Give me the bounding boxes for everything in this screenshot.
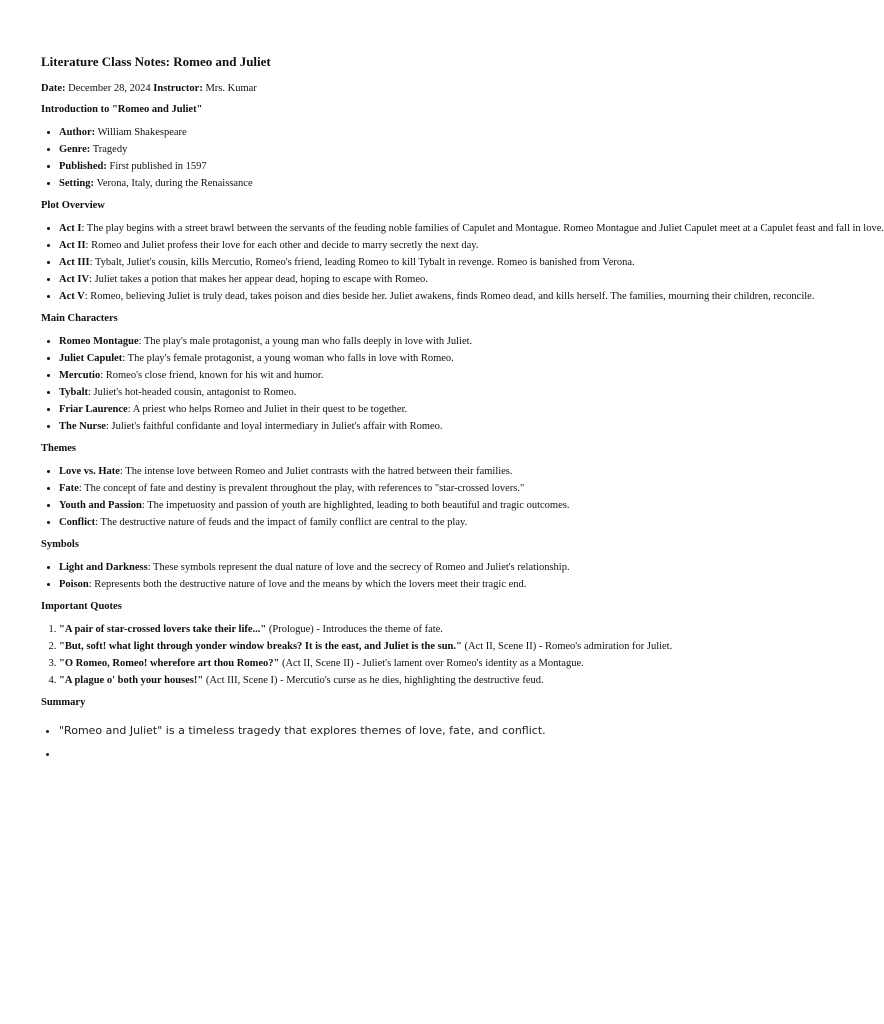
list-item: [59, 271, 768, 288]
quotes-heading: Important Quotes: [41, 601, 122, 612]
item-text: : Romeo, believing Juliet is truly dead, takes poison and dies beside her. Juliet awakens, finds Romeo dead, and kills herself. The families, mourning their children, reconcile.: [84, 291, 815, 302]
item-text: : The impetuosity and passion of youth are highlighted, leading to both beautiful and tragic outcomes.: [141, 500, 570, 511]
list-item: [59, 672, 768, 689]
list-item: [59, 559, 768, 576]
list-item: [59, 220, 884, 237]
list-item: [59, 401, 768, 418]
item-label: Conflict: [59, 517, 96, 528]
item-label: Act I: [59, 223, 82, 234]
list-item: [59, 175, 768, 192]
intro-heading: Introduction to "Romeo and Juliet": [41, 104, 203, 115]
item-label: Juliet Capulet: [59, 353, 123, 364]
item-text: Tragedy: [92, 144, 128, 155]
summary-heading: Summary: [41, 697, 86, 708]
symbols-list: [41, 559, 768, 593]
item-label: Fate: [59, 483, 79, 494]
item-label: Love vs. Hate: [59, 466, 120, 477]
list-item: • "Romeo and Juliet" is a timeless tragedy that explores themes of love, fate, and conflict.: [59, 719, 768, 742]
item-text: Verona, Italy, during the Renaissance: [96, 178, 253, 189]
item-text: : Romeo's close friend, known for his wit and humor.: [100, 370, 324, 381]
quotes-list: [41, 621, 768, 689]
list-item: [59, 237, 768, 254]
quote-text: "A pair of star-crossed lovers take their life...": [59, 624, 267, 635]
date-value: December 28, 2024: [68, 83, 151, 94]
item-text: : Romeo and Juliet profess their love for each other and decide to marry secretly the next day.: [85, 240, 479, 251]
list-item: [59, 463, 768, 480]
item-label: Tybalt: [59, 387, 88, 398]
item-label: Act III: [59, 257, 90, 268]
summary-list: [41, 719, 768, 765]
item-label: Act II: [59, 240, 86, 251]
list-item: [59, 576, 768, 593]
list-item: [59, 621, 768, 638]
list-item: [59, 333, 768, 350]
item-text: William Shakespeare: [97, 127, 187, 138]
item-text: : Juliet's faithful confidante and loyal intermediary in Juliet's affair with Romeo.: [105, 421, 443, 432]
item-text: : Represents both the destructive nature of love and the means by which the lovers meet their tragic end.: [88, 579, 527, 590]
item-label: Light and Darkness: [59, 562, 148, 573]
instructor-value: Mrs. Kumar: [205, 83, 257, 94]
page-title: Literature Class Notes: Romeo and Juliet: [41, 54, 271, 69]
item-text: : The play's male protagonist, a young man who falls deeply in love with Juliet.: [138, 336, 473, 347]
item-label: Poison: [59, 579, 89, 590]
list-item: [59, 418, 768, 435]
quote-source: (Act II, Scene II) - Romeo's admiration for Juliet.: [461, 641, 673, 652]
list-item: [59, 480, 768, 497]
item-label: Author:: [59, 127, 96, 138]
quote-text: "But, soft! what light through yonder window breaks? It is the east, and Juliet is the sun.": [59, 641, 462, 652]
item-label: Mercutio: [59, 370, 101, 381]
item-text: First published in 1597: [109, 161, 207, 172]
list-item: [59, 350, 768, 367]
list-item: [59, 655, 768, 672]
item-text: : The intense love between Romeo and Juliet contrasts with the hatred between their families.: [119, 466, 513, 477]
list-item: [59, 638, 768, 655]
list-item: [59, 288, 815, 305]
list-item: [59, 158, 768, 175]
item-text: : Juliet takes a potion that makes her appear dead, hoping to escape with Romeo.: [89, 274, 428, 285]
item-label: Genre:: [59, 144, 91, 155]
list-item: [59, 141, 768, 158]
quote-text: "A plague o' both your houses!": [59, 675, 204, 686]
item-label: The Nurse: [59, 421, 106, 432]
themes-list: [41, 463, 768, 531]
item-label: Romeo Montague: [59, 336, 139, 347]
item-text: : Tybalt, Juliet's cousin, kills Mercutio, Romeo's friend, leading Romeo to kill Tybalt in revenge. Romeo is banished from Verona.: [89, 257, 635, 268]
item-label: Act V: [59, 291, 85, 302]
intro-list: [41, 124, 768, 192]
item-text: : The play begins with a street brawl between the servants of the feuding noble families of Capulet and Montague. Romeo Montague and Juliet Capulet meet at a Capulet feast and fall in love.: [81, 223, 884, 234]
date-label: Date:: [41, 83, 66, 94]
list-item: [59, 514, 768, 531]
list-item: [59, 254, 768, 271]
item-text: : Juliet's hot-headed cousin, antagonist to Romeo.: [87, 387, 297, 398]
list-item: [59, 367, 768, 384]
item-text: : A priest who helps Romeo and Juliet in their quest to be together.: [127, 404, 408, 415]
list-item: [59, 497, 768, 514]
meta-line: [41, 81, 768, 97]
symbols-heading: Symbols: [41, 539, 79, 550]
item-label: Friar Laurence: [59, 404, 128, 415]
themes-heading: Themes: [41, 443, 76, 454]
quote-source: (Act III, Scene I) - Mercutio's curse as he dies, highlighting the destructive feud.: [203, 675, 544, 686]
document: [41, 52, 884, 771]
item-label: Setting:: [59, 178, 94, 189]
characters-list: [41, 333, 768, 435]
item-label: Youth and Passion: [59, 500, 142, 511]
list-item: [59, 124, 768, 141]
instructor-label: Instructor:: [153, 83, 203, 94]
item-label: Published:: [59, 161, 107, 172]
item-label: Act IV: [59, 274, 90, 285]
characters-heading: Main Characters: [41, 313, 118, 324]
quote-source: (Act II, Scene II) - Juliet's lament over Romeo's identity as a Montague.: [279, 658, 584, 669]
list-item: [59, 384, 768, 401]
list-item: [59, 742, 768, 765]
item-text: : The play's female protagonist, a young woman who falls in love with Romeo.: [122, 353, 454, 364]
quote-text: "O Romeo, Romeo! wherefore art thou Romeo?": [59, 658, 280, 669]
plot-heading: Plot Overview: [41, 200, 105, 211]
quote-source: (Prologue) - Introduces the theme of fate.: [266, 624, 443, 635]
item-text: : The concept of fate and destiny is prevalent throughout the play, with references to "star-crossed lovers.": [78, 483, 525, 494]
plot-list: [41, 220, 884, 305]
item-text: : These symbols represent the dual nature of love and the secrecy of Romeo and Juliet's relationship.: [147, 562, 570, 573]
item-text: : The destructive nature of feuds and the impact of family conflict are central to the play.: [95, 517, 468, 528]
